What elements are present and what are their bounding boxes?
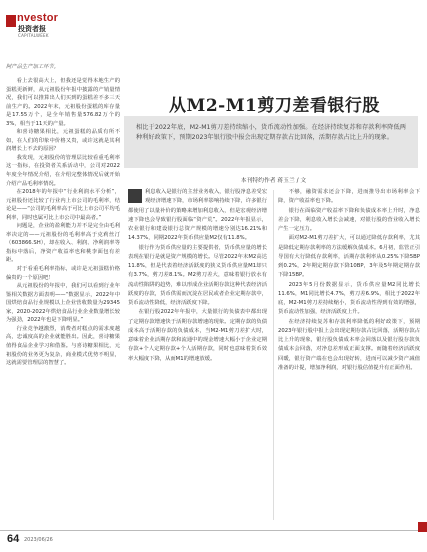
- dropcap-block: [128, 189, 142, 203]
- logo-chinese: 投资者报: [18, 25, 46, 33]
- magazine-logo: [3, 3, 83, 43]
- column-divider: [273, 190, 274, 520]
- left-paragraph: 问题是，企业的盈利能力并不是完全由毛利率决定的——元祖股份的毛利率高于克莉丝汀（603866.SH），却在收入、利润、净利润率等指标中落后，净资产收益率也和桃李面包有差距。: [6, 223, 120, 264]
- mid-paragraph-text: 利息收入是银行的主营业务收入，银行股净息差受宏观经济增速下降，市场利率影响持续下降，许多银行都使用了以量补价的策略来增加利息收入，但是宏观经济增速下降也会导致银行股面临“资产荒”。2022年年报显示，农业银行和建设银行总资产规模的增速分别达16.21%和14.37%，同期2022年货币供应量M2仅有11.8%。: [128, 189, 267, 242]
- left-column-continuation: 阿产品生产加工环节。: [6, 64, 59, 70]
- right-paragraph: 不够，融资需求还会下降，进而推导出市场利率会下降，资产收益率也下降。: [278, 189, 420, 205]
- mid-paragraph: 银行作为货币供应量的主要提供者，货币供应量的增长表现在银行是就是资产规模的增长。尽管2022年末M2高达11.8%，但是代表着经济活跃度的狭义货币供应量M1却只有3.7%，剪刀差8.1%。M2剪刀差大，意味着银行放水有流动性陷阱的趋势，难以形成企业活期存款这种代表经济活跃度的存款，货币供需而沉淀在居民或者企业定期存款中，货币流动性降低，经济活跃度下降。: [128, 244, 267, 306]
- left-paragraph: 对于看重毛利率指标，或许是元祖蛋糕价格偏贵的一个原因吧！: [6, 266, 120, 281]
- left-paragraph: 从元祖股份的年报中，我们可以看到行业年鉴相关数据方面表明——“数据显示，2022年中国烘焙食品行业规模以上企业营收数量为29345家，2020-2022年烘焙食品行业企业数量增长较为强劲，2022年也是下降明显。”: [6, 283, 120, 324]
- article-title: 从M2-M1剪刀差看银行股: [169, 96, 380, 116]
- article-lead: 相比于2022年底，M2-M1剪刀差持续缩小，货币流动性加强。在经济持续复苏和存款利率降低两种利好政策下，预期2023年银行股中报会出现定期存款占比回落，活期存款占比上升的现象。: [136, 124, 406, 141]
- article-lead-box: [124, 116, 418, 168]
- logo-subtitle: CAPITALWEEK: [18, 33, 49, 38]
- logo-text: nvestor: [17, 12, 59, 24]
- page-number: 64: [7, 533, 20, 545]
- left-paragraph: 行业竞争越激烈，消费者对糕点的需求度越高，忠诚度高的企业就能胜出。因此，喜诗糖果值得食品企业学习和借鉴。与喜诗糖果相比，元祖股份的业务更为复杂，商业模式优势不明显，这就需要管理层的智慧了。: [6, 325, 120, 367]
- left-paragraph: 在2018年的年报中“行业利润水平分析”，元祖股份还比较了行业内上市公司的毛利率，结论是——“公司的毛利率高于可比上市公司平均毛利率，同时也属可比上市公司中最高者。”: [6, 189, 120, 221]
- right-paragraph: 面对M2-M1剪刀差扩大，可以通过降低存款利率，尤其是降低定期存款利率的方法缓解负债成本。6月初，监管正引导国有大行降低存款利率，活期存款利率从0.25%下降5BP到0.2%，2年期定期存款下降10BP，3年及5年期定期存款下降15BP。: [278, 235, 420, 279]
- left-paragraph: 我发现，元祖股份的管理层比较看重毛利率这一指标，在投资者关系活动中，公司对2022年度全年情况介绍，在介绍完整体情况后就开始介绍产品毛利率情况。: [6, 154, 120, 187]
- footer-rule: [0, 530, 427, 531]
- right-paragraph: 银行在面临资产收益率下降和负债成本率上升时，净息差会下降，利息收入增长会减速，对银行股的营业收入增长产生一定压力。: [278, 207, 420, 232]
- left-paragraph: 和喜诗糖果相比，元祖蛋糕的品质有所不如，在人们的印象中价格又贵，或许这就是其利润增长上不去的原因？: [6, 129, 120, 153]
- mid-column: [128, 188, 267, 364]
- mid-paragraph: 在银行股2022年年报中，大量银行的负债表中都出现了定期存款增速快于活期存款增速的现象。定期存款的负债成本高于活期存款的负债成本，当M2-M1剪刀差扩大时，意味着企业活期存款和流通中的现金增速大幅小于企业定期存款+个人定期存款+个人活期存款，同时也意味着货币效率大幅度下降，从而M1的增速放缓。: [128, 309, 267, 362]
- mid-paragraph: [128, 188, 267, 244]
- left-column: [6, 62, 120, 368]
- right-paragraph: 在经济持续复苏和存款利率降低的利好政策下，预期2023年银行股中报上会出现定期存款占比回落，活期存款占比上升的现象，银行股负债成本率会回落以及银行股存款负债成本会回落，对净息差形成正面支撑。而随着经济活跃度回暖，银行资产端在也会出现好转，进而可以减少资产减值准备的计提，增加净利润，对银行股估值提升有正面作用。: [278, 318, 420, 371]
- right-paragraph: 2023年5月份数据显示，货币供应量M2同比增长11.6%，M1同比增长4.7%，剪刀差6.9%，相比于2022年底，M2-M1剪刀差持续缩小，货币流动性得到有效的增强，货币流动性加强，经济活跃度上升。: [278, 281, 420, 316]
- article-byline: 本刊特约作者 蒋玉兰 / 文: [240, 178, 307, 184]
- issue-date: 2023/06/26: [24, 537, 53, 543]
- right-column: [278, 188, 420, 373]
- left-paragraph: 看上去很高大上，但我还是觉得本地生产的蛋糕更新鲜，从元祖股份年报中披露的产销量情况，我们可以推算出人们买到的蛋糕差不多三天前生产的。2022年末，元祖股份蛋糕的库存量是17.55万个，是全年销售量576.82万个的3%，相当于11天的产量。: [6, 78, 120, 127]
- logo-i-mark: [6, 15, 16, 27]
- footer-accent-bar: [418, 522, 427, 532]
